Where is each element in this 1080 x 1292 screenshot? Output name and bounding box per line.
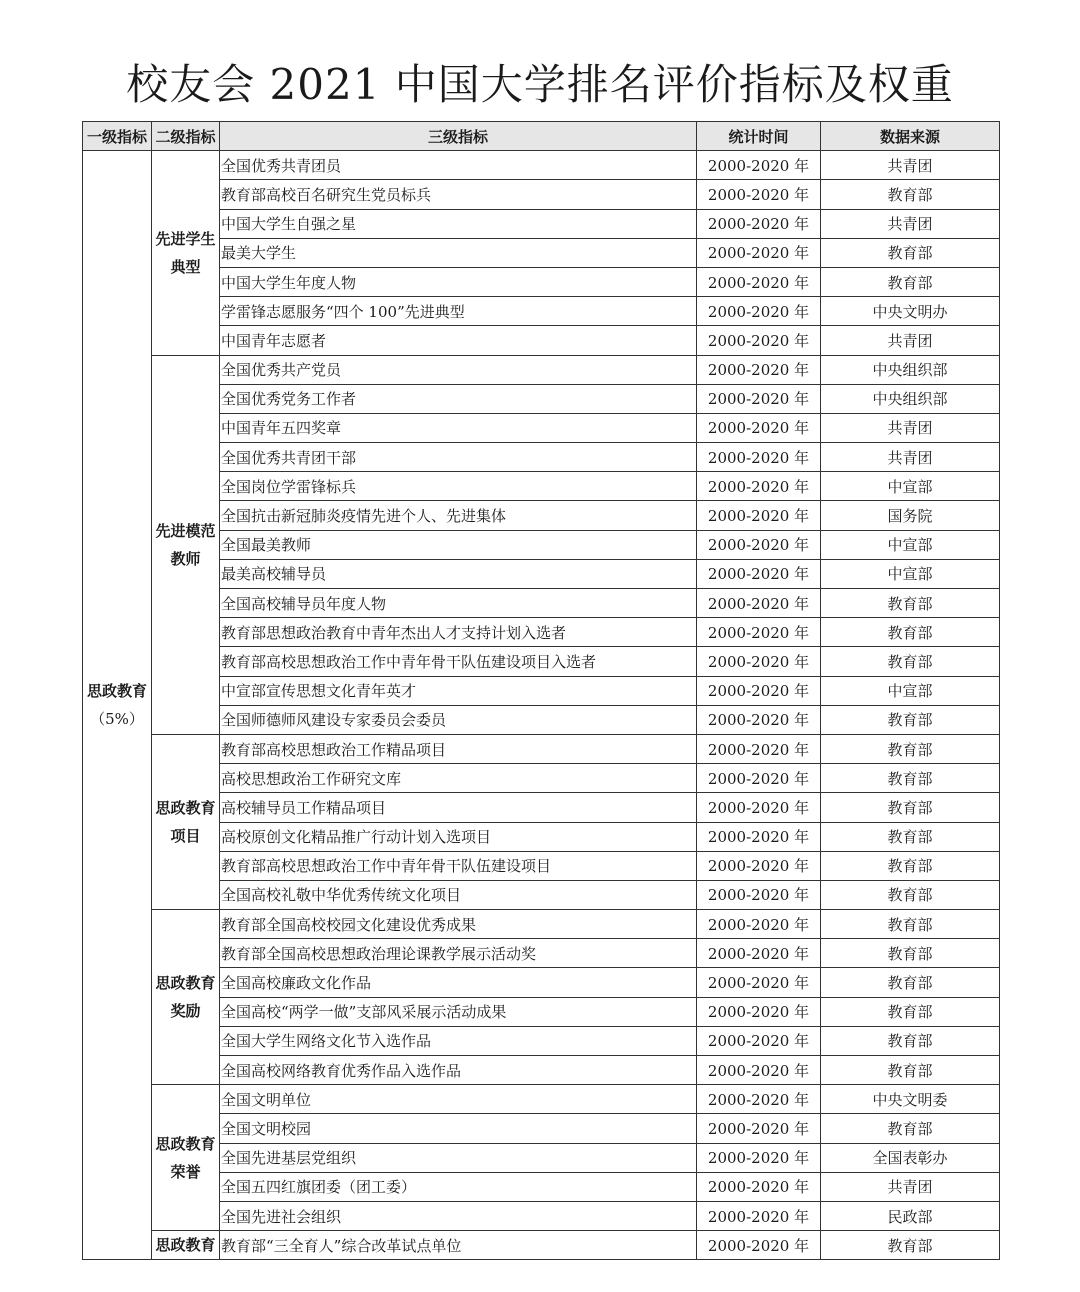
data-source: 教育部 [821,1231,1000,1260]
data-source: 教育部 [821,734,1000,763]
level3-indicator: 全国高校辅导员年度人物 [220,589,697,618]
table-row [83,1143,1000,1172]
level3-indicator: 全国大学生网络文化节入选作品 [220,1026,697,1055]
table-row [83,180,1000,209]
table-row [83,1085,1000,1114]
statistic-period: 2000-2020 年 [697,1201,821,1230]
table-row [83,209,1000,238]
page-title: 校友会 2021 中国大学排名评价指标及权重 [126,60,954,109]
data-source: 教育部 [821,705,1000,734]
statistic-period: 2000-2020 年 [697,1114,821,1143]
level3-indicator: 教育部高校思想政治工作中青年骨干队伍建设项目入选者 [220,647,697,676]
statistic-period: 2000-2020 年 [697,413,821,442]
level3-indicator: 教育部高校思想政治工作中青年骨干队伍建设项目 [220,851,697,880]
level3-indicator: 中国大学生年度人物 [220,267,697,296]
data-source: 共青团 [821,1172,1000,1201]
table-row [83,267,1000,296]
level2-name-line2: 教师 [170,549,201,568]
statistic-period: 2000-2020 年 [697,384,821,413]
level2-name-line1: 思政教育 [155,1236,216,1255]
data-source: 教育部 [821,793,1000,822]
table-row [83,1114,1000,1143]
header-level3: 三级指标 [220,122,697,151]
table-row [83,618,1000,647]
table-row [83,734,1000,763]
data-source: 共青团 [821,443,1000,472]
table-row [83,1026,1000,1055]
data-source: 教育部 [821,1026,1000,1055]
data-source: 教育部 [821,880,1000,909]
table-row [83,238,1000,267]
level3-indicator: 中国大学生自强之星 [220,209,697,238]
table-row [83,676,1000,705]
table-row [83,968,1000,997]
table-row [83,413,1000,442]
data-source: 教育部 [821,910,1000,939]
data-source: 教育部 [821,939,1000,968]
data-source: 中央文明办 [821,297,1000,326]
level2-cell [152,355,220,734]
statistic-period: 2000-2020 年 [697,1172,821,1201]
level3-indicator: 中国青年五四奖章 [220,413,697,442]
level3-indicator: 全国岗位学雷锋标兵 [220,472,697,501]
statistic-period: 2000-2020 年 [697,238,821,267]
table-header-row [83,122,1000,151]
table-row [83,822,1000,851]
data-source: 共青团 [821,326,1000,355]
table-row [83,939,1000,968]
statistic-period: 2000-2020 年 [697,968,821,997]
level3-indicator: 全国高校“两学一做”支部风采展示活动成果 [220,997,697,1026]
table-row [83,326,1000,355]
data-source: 教育部 [821,180,1000,209]
level3-indicator: 全国文明校园 [220,1114,697,1143]
level3-indicator: 教育部全国高校校园文化建设优秀成果 [220,910,697,939]
level3-indicator: 全国五四红旗团委（团工委） [220,1172,697,1201]
statistic-period: 2000-2020 年 [697,647,821,676]
level3-indicator: 中国青年志愿者 [220,326,697,355]
statistic-period: 2000-2020 年 [697,676,821,705]
data-source: 教育部 [821,851,1000,880]
data-source: 中宣部 [821,559,1000,588]
level3-indicator: 教育部高校百名研究生党员标兵 [220,180,697,209]
table-row [83,1231,1000,1260]
level2-name-line2: 典型 [170,257,201,276]
table-row [83,705,1000,734]
level2-name-line1: 思政教育 [155,1134,216,1153]
table-body [83,151,1000,1260]
table-row [83,764,1000,793]
data-source: 民政部 [821,1201,1000,1230]
level1-cell [83,151,152,1260]
statistic-period: 2000-2020 年 [697,822,821,851]
level2-cell [152,151,220,355]
data-source: 全国表彰办 [821,1143,1000,1172]
level3-indicator: 全国高校礼敬中华优秀传统文化项目 [220,880,697,909]
statistic-period: 2000-2020 年 [697,939,821,968]
data-source: 教育部 [821,822,1000,851]
level3-indicator: 教育部高校思想政治工作精品项目 [220,734,697,763]
table-row [83,851,1000,880]
data-source: 中央组织部 [821,355,1000,384]
data-source: 教育部 [821,589,1000,618]
statistic-period: 2000-2020 年 [697,180,821,209]
level3-indicator: 全国师德师风建设专家委员会委员 [220,705,697,734]
level3-indicator: 全国抗击新冠肺炎疫情先进个人、先进集体 [220,501,697,530]
table-row [83,589,1000,618]
level1-name: 思政教育 [86,682,147,701]
level2-name-line1: 先进学生 [155,229,216,248]
level3-indicator: 全国高校网络教育优秀作品入选作品 [220,1056,697,1085]
level3-indicator: 全国先进社会组织 [220,1201,697,1230]
table-row [83,355,1000,384]
data-source: 教育部 [821,618,1000,647]
table-row [83,1201,1000,1230]
level3-indicator: 最美大学生 [220,238,697,267]
statistic-period: 2000-2020 年 [697,559,821,588]
table-row [83,997,1000,1026]
table-row [83,1056,1000,1085]
data-source: 教育部 [821,647,1000,676]
statistic-period: 2000-2020 年 [697,705,821,734]
level3-indicator: 全国先进基层党组织 [220,1143,697,1172]
level2-name-line1: 先进模范 [155,521,216,540]
level2-cell [152,734,220,909]
level3-indicator: 教育部思想政治教育中青年杰出人才支持计划入选者 [220,618,697,647]
data-source: 国务院 [821,501,1000,530]
data-source: 教育部 [821,267,1000,296]
level3-indicator: 教育部“三全育人”综合改革试点单位 [220,1231,697,1260]
table-row [83,530,1000,559]
data-source: 教育部 [821,764,1000,793]
statistic-period: 2000-2020 年 [697,151,821,180]
level3-indicator: 高校原创文化精品推广行动计划入选项目 [220,822,697,851]
table-row [83,910,1000,939]
level3-indicator: 高校辅导员工作精品项目 [220,793,697,822]
statistic-period: 2000-2020 年 [697,472,821,501]
level3-indicator: 全国优秀党务工作者 [220,384,697,413]
statistic-period: 2000-2020 年 [697,209,821,238]
level3-indicator: 全国高校廉政文化作品 [220,968,697,997]
table-row [83,1172,1000,1201]
level1-weight: （5%） [90,710,144,729]
statistic-period: 2000-2020 年 [697,1026,821,1055]
data-source: 中央组织部 [821,384,1000,413]
table-row [83,501,1000,530]
level3-indicator: 全国优秀共青团干部 [220,443,697,472]
data-source: 教育部 [821,1114,1000,1143]
data-source: 共青团 [821,151,1000,180]
level3-indicator: 学雷锋志愿服务“四个 100”先进典型 [220,297,697,326]
table-row [83,472,1000,501]
level3-indicator: 全国优秀共青团员 [220,151,697,180]
data-source: 共青团 [821,209,1000,238]
statistic-period: 2000-2020 年 [697,1143,821,1172]
data-source: 中宣部 [821,530,1000,559]
data-source: 共青团 [821,413,1000,442]
table-row [83,647,1000,676]
statistic-period: 2000-2020 年 [697,1085,821,1114]
data-source: 中宣部 [821,472,1000,501]
data-source: 教育部 [821,968,1000,997]
data-source: 教育部 [821,997,1000,1026]
statistic-period: 2000-2020 年 [697,501,821,530]
level3-indicator: 最美高校辅导员 [220,559,697,588]
statistic-period: 2000-2020 年 [697,618,821,647]
header-period: 统计时间 [697,122,821,151]
statistic-period: 2000-2020 年 [697,997,821,1026]
level2-name-line1: 思政教育 [155,974,216,993]
statistic-period: 2000-2020 年 [697,851,821,880]
table-row [83,793,1000,822]
level2-name-line1: 思政教育 [155,799,216,817]
level2-cell [152,910,220,1085]
statistic-period: 2000-2020 年 [697,589,821,618]
data-source: 教育部 [821,1056,1000,1085]
table-row [83,443,1000,472]
level3-indicator: 教育部全国高校思想政治理论课教学展示活动奖 [220,939,697,968]
statistic-period: 2000-2020 年 [697,910,821,939]
level3-indicator: 全国文明单位 [220,1085,697,1114]
data-source: 中央文明委 [821,1085,1000,1114]
level3-indicator: 高校思想政治工作研究文库 [220,764,697,793]
table-row [83,297,1000,326]
table-row [83,151,1000,180]
statistic-period: 2000-2020 年 [697,530,821,559]
statistic-period: 2000-2020 年 [697,326,821,355]
level2-name-line2: 项目 [170,827,201,845]
table-row [83,384,1000,413]
level2-cell [152,1085,220,1231]
level2-name-line2: 奖励 [170,1002,201,1021]
header-level1: 一级指标 [83,122,152,151]
statistic-period: 2000-2020 年 [697,880,821,909]
statistic-period: 2000-2020 年 [697,1231,821,1260]
level2-cell [152,1231,220,1260]
statistic-period: 2000-2020 年 [697,734,821,763]
header-source: 数据来源 [821,122,1000,151]
level3-indicator: 中宣部宣传思想文化青年英才 [220,676,697,705]
statistic-period: 2000-2020 年 [697,443,821,472]
level3-indicator: 全国最美教师 [220,530,697,559]
header-level2: 二级指标 [152,122,220,151]
statistic-period: 2000-2020 年 [697,297,821,326]
statistic-period: 2000-2020 年 [697,793,821,822]
table-row [83,559,1000,588]
table-row [83,880,1000,909]
statistic-period: 2000-2020 年 [697,355,821,384]
level3-indicator: 全国优秀共产党员 [220,355,697,384]
statistic-period: 2000-2020 年 [697,764,821,793]
level2-name-line2: 荣誉 [170,1162,201,1181]
indicator-table [82,121,1000,1260]
data-source: 教育部 [821,238,1000,267]
statistic-period: 2000-2020 年 [697,1056,821,1085]
statistic-period: 2000-2020 年 [697,267,821,296]
data-source: 中宣部 [821,676,1000,705]
